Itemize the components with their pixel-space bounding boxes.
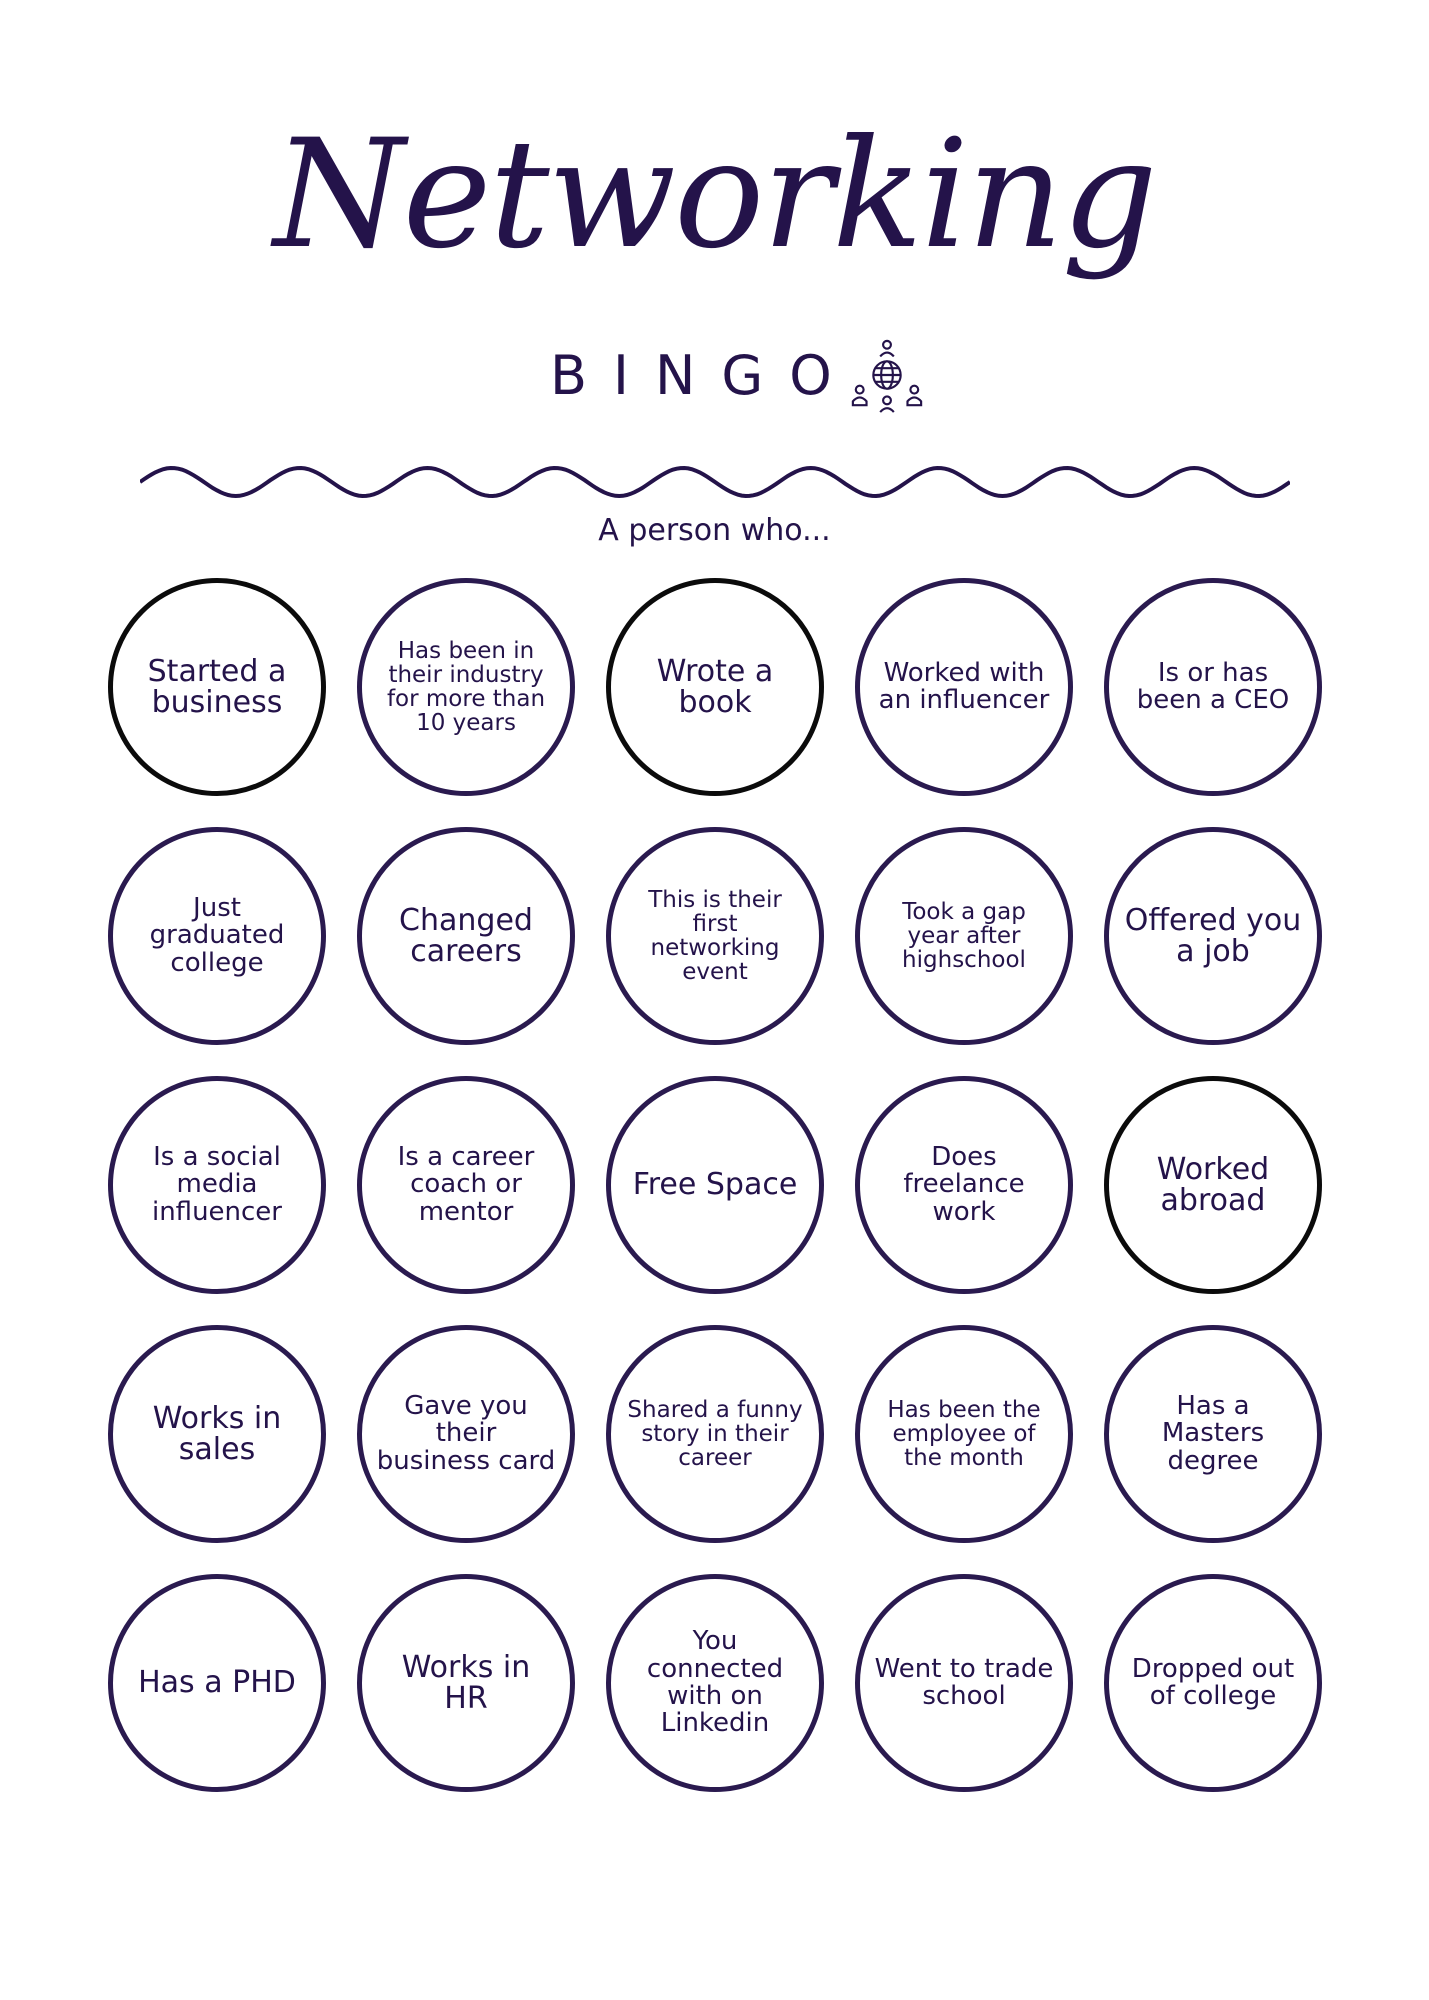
bingo-cell[interactable] [1104, 1574, 1322, 1792]
bingo-cell[interactable] [606, 1325, 824, 1543]
bingo-cell[interactable] [1104, 1325, 1322, 1543]
people-globe-icon [848, 336, 926, 414]
bingo-cell-text: Took a gap year after highschool [902, 898, 1026, 974]
bingo-cell[interactable] [855, 1574, 1073, 1792]
bingo-cell[interactable] [357, 827, 575, 1045]
bingo-cell[interactable] [357, 578, 575, 796]
bingo-cell-text: Worked abroad [1156, 1151, 1270, 1218]
bingo-cell[interactable] [1104, 1076, 1322, 1294]
bingo-cell[interactable] [855, 827, 1073, 1045]
bingo-cell[interactable] [855, 578, 1073, 796]
subtitle-text: BINGO [550, 343, 858, 407]
bingo-cell-text: Has been in their industry for more than 10 years [386, 637, 546, 737]
bingo-cell-text: You connected with on Linkedin [646, 1626, 784, 1739]
bingo-cell-text: Is a career coach or mentor [397, 1142, 535, 1227]
prompt-text: A person who... [598, 513, 831, 548]
bingo-cell-text: Changed careers [399, 902, 533, 969]
bingo-cell-text: Wrote a book [656, 653, 774, 720]
bingo-cell[interactable] [606, 578, 824, 796]
bingo-cell-text: Has been the employee of the month [887, 1396, 1041, 1472]
bingo-cell-text: Dropped out of college [1131, 1653, 1295, 1711]
page-title: Networking [273, 108, 1156, 282]
bingo-cell-text: Started a business [147, 653, 287, 720]
bingo-cell-text: Does freelance work [903, 1142, 1025, 1227]
bingo-cell[interactable] [855, 1325, 1073, 1543]
bingo-cell-text: Just graduated college [149, 893, 285, 978]
bingo-cell-text: Shared a funny story in their career [627, 1396, 803, 1472]
bingo-grid [108, 578, 1333, 1803]
wave-divider [140, 455, 1290, 510]
bingo-cell-text: Works in sales [152, 1400, 282, 1467]
bingo-cell[interactable] [108, 1076, 326, 1294]
bingo-cell[interactable] [108, 1574, 326, 1792]
bingo-cell-text: Is a social media influencer [151, 1142, 282, 1227]
bingo-cell-text: Is or has been a CEO [1136, 657, 1290, 715]
subtitle [550, 340, 926, 410]
bingo-cell-text: Has a Masters degree [1161, 1391, 1265, 1476]
bingo-cell[interactable] [108, 578, 326, 796]
bingo-cell-text: Offered you a job [1124, 902, 1302, 969]
bingo-cell-text: Gave you their business card [376, 1391, 556, 1476]
bingo-cell[interactable] [1104, 827, 1322, 1045]
bingo-cell[interactable] [357, 1076, 575, 1294]
bingo-cell[interactable] [108, 1325, 326, 1543]
bingo-cell-text: Free Space [632, 1167, 798, 1203]
bingo-cell[interactable] [606, 1076, 824, 1294]
bingo-cell-text: This is their first networking event [648, 886, 782, 986]
bingo-cell-text: Went to trade school [874, 1653, 1054, 1711]
bingo-cell[interactable] [357, 1325, 575, 1543]
bingo-cell[interactable] [357, 1574, 575, 1792]
bingo-cell-text: Works in HR [401, 1649, 531, 1716]
bingo-cell[interactable] [855, 1076, 1073, 1294]
bingo-cell[interactable] [606, 827, 824, 1045]
bingo-cell-text: Has a PHD [138, 1665, 296, 1701]
bingo-cell[interactable] [108, 827, 326, 1045]
bingo-cell-text: Worked with an influencer [878, 657, 1050, 715]
bingo-cell[interactable] [1104, 578, 1322, 796]
bingo-cell[interactable] [606, 1574, 824, 1792]
